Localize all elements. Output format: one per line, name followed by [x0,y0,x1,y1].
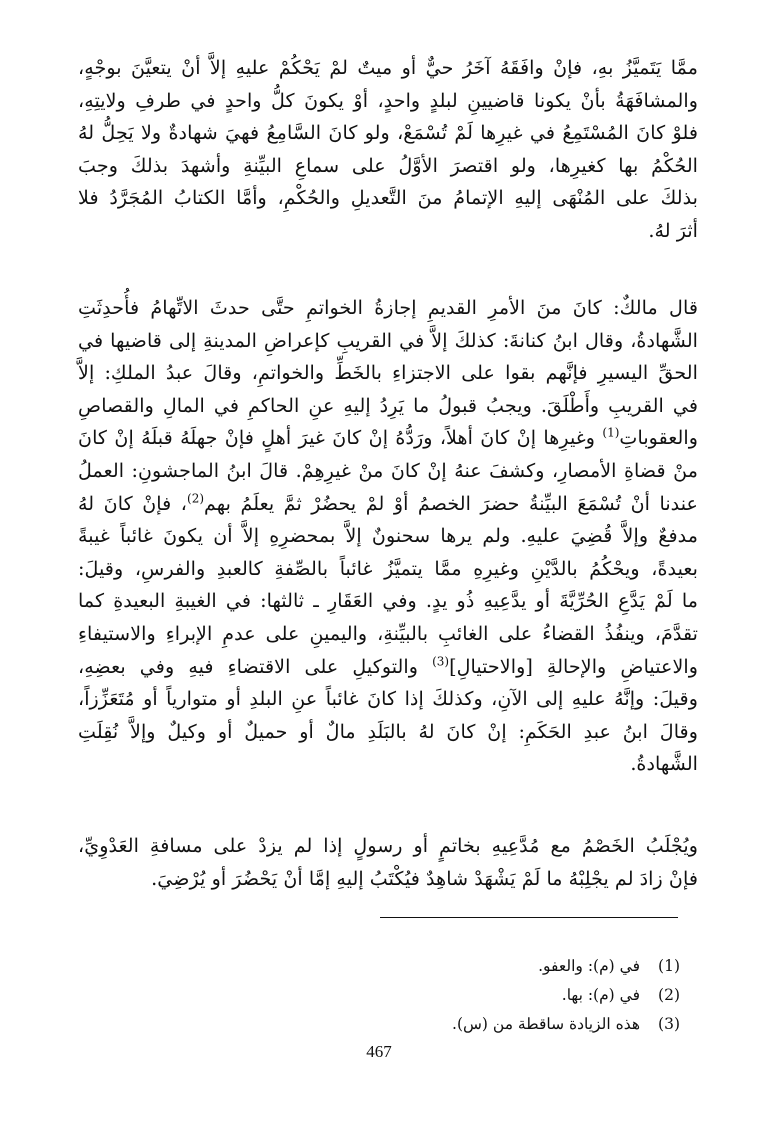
footnote-number: (2) [658,986,680,1004]
text-line: فإنْ زادَ لم يجْلِبْهُ ما لَمْ يَشْهَدْ شاهِدٌ فيُكْتَبُ إليهِ إمَّا أنْ يَحْضُرَ أو يُرْضِيَ. [151,866,698,890]
text-line: والعقوباتِ$^{(1)}$ وغيرِها إنْ كانَ أهلاً، ورَدُّهُ إنْ كانَ غيرَ أهلٍ فإنْ جهلَهُ قبلَهُ إنْ كانَ [78,425,698,450]
footnote-marker[interactable]: (1) [602,425,620,440]
footnote-number: (3) [658,1015,680,1033]
paragraph-1 [78,52,698,248]
text-line: مدفعٌ وإلاَّ قُضِيَ عليهِ. ولم يرها سحنونٌ إلاَّ بمحضرِهِ إلاَّ أن يكونَ غائباً غيبةً [78,524,698,548]
text-line: ممَّا يَتَميَّزُ بهِ، فإنْ وافَقَهُ آخَرُ حيٌّ أو ميتٌ لمْ يَحْكُمْ عليهِ إلاَّ أنْ يتعيَّنَ بوجْهٍ، [78,56,698,79]
footnote-2 [180,981,680,1010]
text-line: بذلكَ على المُنْهَى إليهِ الإتمامُ منَ التَّعديلِ والحُكْمِ، وأمَّا الكتابُ المُجَرَّدُ فلا [78,186,698,210]
footnote-text: في (م): بها. [561,986,640,1004]
text-line: الحقِّ اليسيرِ فإنَّهم بقوا على الاجتزاءِ بالخَطِّ والخواتمِ، وقالَ عبدُ الملكِ: إلاَّ [78,361,698,385]
footnote-marker[interactable]: (2) [187,491,205,506]
text-line: تقدَّمَ، وينفُذُ القضاءُ على الغائبِ بالبيِّنةِ، واليمينِ على عدمِ الإبراءِ والاستيفاءِ [78,621,698,645]
page-number: 467 [366,1042,392,1061]
text-line: الحُكْمُ بها كغيرِها، ولو اقتصرَ الأوَّلُ على سماعِ البيِّنةِ وأشهدَ بذلكَ وجبَ [78,153,698,177]
text-line: الشَّهادةُ. [630,752,698,776]
text-line: الشَّهادةُ، وقال ابنُ كنانةَ: كذلكَ إلاَّ في القريبِ كإعراضِ المدينةِ إلى قاضيها في [78,328,698,352]
text-line: فلوْ كانَ المُسْتَمِعُ في غيرِها لَمْ تُسْمَعْ، ولو كانَ السَّامِعُ فهيَ شهادةٌ ولا يَحِلُّ لهُ [78,121,698,145]
text-line: والاعتياضِ والإحالةِ [والاحتيالِ]$^{(3)}$ والتوكيلِ على الاقتضاءِ فيهِ وفي بعضِهِ، [78,654,698,678]
text-line: عندنا أنْ تُسْمَعَ البيِّنةُ حضرَ الخصمُ أوْ لمْ يحضُرْ ثمَّ يعلَمُ بهم$^{(2)}$، فإنْ كانَ لهُ [78,491,698,515]
text-line: والمشافَهَةُ بأنْ يكونا قاضيينِ لبلدٍ واحدٍ، أوْ يكونَ كلُّ واحدٍ في طرفِ ولايتِهِ، [78,88,698,112]
footnotes [180,952,680,1039]
footnote-text: في (م): والعفو. [538,957,640,975]
footnote-number: (1) [658,957,680,975]
text-line: منْ قضاةِ الأمصارِ، وكشفَ عنهُ إنْ كانَ منْ غيرِهِمْ. قالَ ابنُ الماجشونِ: العملُ [78,458,698,482]
text-line: أثرَ لهُ. [648,218,698,242]
paragraph-3 [78,830,698,895]
footnote-marker[interactable]: (3) [432,654,450,669]
text-line: وقالَ ابنُ عبدِ الحَكَمِ: إنْ كانَ لهُ بالبَلَدِ مالٌ أو حميلٌ أو وكيلٌ وإلاَّ نُقِلَتِ [78,719,698,743]
text-line: قال مالكٌ: كانَ منَ الأمرِ القديمِ إجازةُ الخواتمِ حتَّى حدثَ الاتِّهامُ فأُحدِثَتِ [78,296,698,319]
text-line: في القريبِ وأَطْلَقَ. ويجبُ قبولُ ما يَرِدُ إليهِ عنِ الحاكمِ في المالِ والقصاصِ [78,393,698,417]
footnote-separator [380,917,678,918]
footnote-text: هذه الزيادة ساقطة من (س). [452,1015,640,1033]
text-line: ويُجْلَبُ الخَصْمُ مع مُدَّعِيهِ بخاتمٍ أو رسولٍ إذا لم يزدْ على مسافةِ العَدْوِيِّ، [78,834,698,857]
footnote-1 [180,952,680,981]
paragraph-2 [78,292,698,781]
text-line: وقيلَ: وإنَّهُ عليهِ إلى الآنِ، وكذلكَ إذا كانَ غائباً عنِ البلدِ أو متوارياً أو مُتَعَزِّزاً، [78,687,698,711]
text-line: ما لَمْ يَدَّعِ الحُرِّيَّةَ أو يدَّعِيهِ ذُو يدٍ. وفي العَقَارِ ـ ثالثها: في الغيبةِ البعيدةِ كما [78,589,698,613]
footnote-3 [180,1010,680,1039]
text-line: بعيدةً، ويحْكُمُ بالدَّيْنِ وغيرِهِ ممَّا يتميَّزُ غائباً بالصِّفةِ كالعبدِ والفرسِ، وقيلَ: [78,556,698,580]
